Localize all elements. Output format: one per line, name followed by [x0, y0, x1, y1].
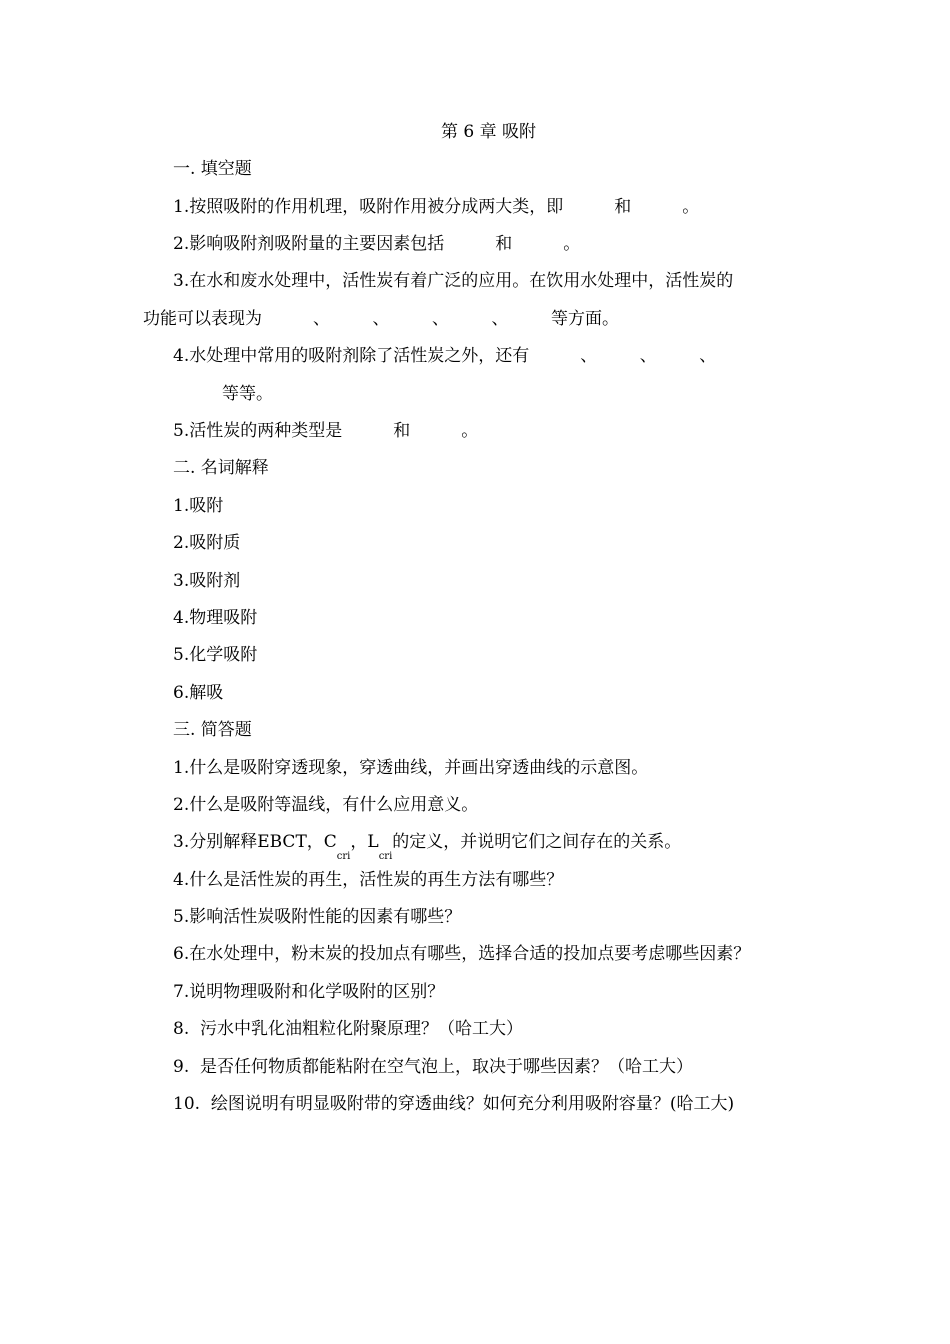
term-item: 5.化学吸附 [173, 645, 258, 665]
fill-blank-q3-line2: 功能可以表现为 、 、 、 、 等方面。 [143, 309, 619, 329]
page-title: 第 6 章 吸附 [441, 122, 537, 142]
fill-blank-q3-line1: 3.在水和废水处理中，活性炭有着广泛的应用。在饮用水处理中，活性炭的 [173, 271, 734, 291]
short-answer-q7: 7.说明物理吸附和化学吸附的区别？ [173, 982, 445, 1002]
q3-subscript-1: cri [336, 851, 351, 862]
term-item: 3.吸附剂 [173, 571, 241, 591]
short-answer-q6: 6.在水处理中，粉末炭的投加点有哪些，选择合适的投加点要考虑哪些因素？ [173, 944, 751, 964]
fill-blank-q2: 2.影响吸附剂吸附量的主要因素包括 和 。 [173, 234, 581, 254]
short-answer-q3 [173, 831, 682, 862]
term-item: 1.吸附 [173, 496, 224, 516]
short-answer-q8: 8. 污水中乳化油粗粒化附聚原理？（哈工大） [173, 1019, 524, 1039]
short-answer-q4: 4.什么是活性炭的再生，活性炭的再生方法有哪些？ [173, 870, 564, 890]
short-answer-q9: 9. 是否任何物质都能粘附在空气泡上，取决于哪些因素？（哈工大） [173, 1057, 694, 1077]
q3-part1: 3.分别解释EBCT，C [173, 832, 337, 852]
fill-blank-q1: 1.按照吸附的作用机理，吸附作用被分成两大类，即 和 。 [173, 197, 700, 217]
term-item: 2.吸附质 [173, 533, 241, 553]
fill-blank-q5: 5.活性炭的两种类型是 和 。 [173, 421, 479, 441]
q3-subscript-2: cri [378, 851, 393, 862]
term-item: 6.解吸 [173, 683, 224, 703]
section-heading-terms: 二. 名词解释 [173, 458, 269, 478]
section-heading-short-answer: 三. 简答题 [173, 720, 252, 740]
short-answer-q2: 2.什么是吸附等温线，有什么应用意义。 [173, 795, 479, 815]
q3-part3: 的定义，并说明它们之间存在的关系。 [392, 832, 682, 852]
term-item: 4.物理吸附 [173, 608, 258, 628]
section-heading-fill-blank: 一. 填空题 [173, 159, 252, 179]
short-answer-q5: 5.影响活性炭吸附性能的因素有哪些？ [173, 907, 462, 927]
q3-part2: ，L [350, 832, 379, 852]
short-answer-q1: 1.什么是吸附穿透现象，穿透曲线，并画出穿透曲线的示意图。 [173, 758, 649, 778]
fill-blank-q4-line1: 4.水处理中常用的吸附剂除了活性炭之外，还有 、 、 、 [173, 346, 717, 366]
fill-blank-q4-line2: 等等。 [222, 384, 273, 404]
short-answer-q10: 10. 绘图说明有明显吸附带的穿透曲线？如何充分利用吸附容量？(哈工大) [173, 1094, 735, 1114]
